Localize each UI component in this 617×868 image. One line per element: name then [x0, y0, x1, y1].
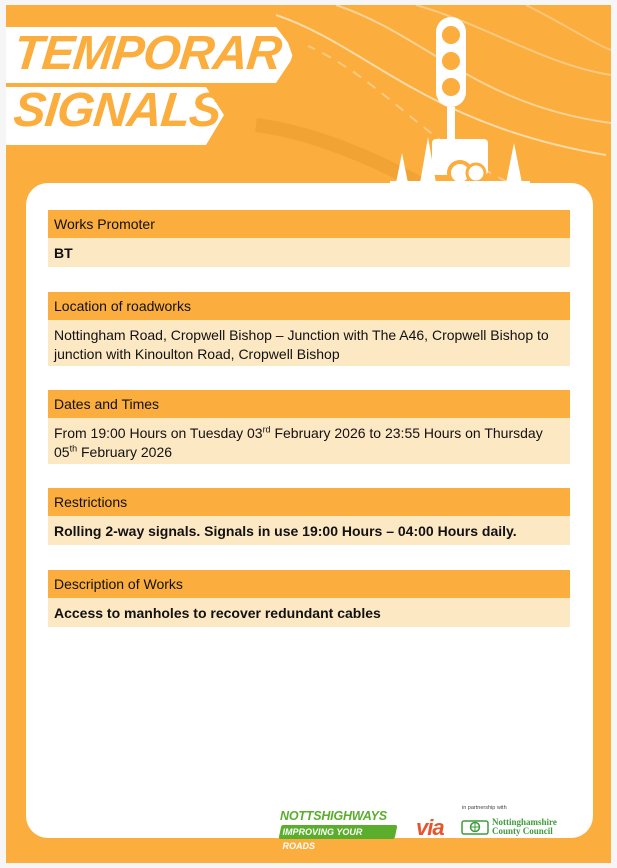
- council-name-line-2: County Council: [492, 826, 553, 836]
- dates-text-part-3: February 2026: [77, 444, 173, 460]
- section-dates-times: [48, 390, 570, 464]
- section-heading: Location of roadworks: [48, 292, 570, 320]
- council-name-line-1: Nottinghamshire: [492, 817, 557, 827]
- dates-ordinal-2: th: [69, 443, 78, 454]
- logo-highways-text: HIGHWAYS: [321, 809, 387, 823]
- title-line-1: TEMPORARY: [11, 27, 314, 80]
- section-heading: Dates and Times: [48, 390, 570, 418]
- section-description: [48, 570, 570, 627]
- section-body: BT: [48, 238, 570, 267]
- notice-poster: [6, 5, 611, 863]
- page-title: [11, 25, 314, 139]
- dates-ordinal-1: rd: [262, 424, 271, 435]
- council-name: [492, 818, 557, 836]
- logo-notts-text: NOTTS: [280, 809, 322, 823]
- section-works-promoter: [48, 210, 570, 267]
- section-body: Nottingham Road, Cropwell Bishop – Junction with The A46, Cropwell Bishop to junction with Kinoulton Road, Cropwell Bishop: [48, 320, 570, 366]
- section-restrictions: [48, 488, 570, 545]
- section-heading: Restrictions: [48, 488, 570, 516]
- council-crest-icon: [461, 817, 489, 837]
- section-body: Access to manholes to recover redundant cables: [48, 598, 570, 627]
- section-heading: Description of Works: [48, 570, 570, 598]
- dates-text-part-1: From 19:00 Hours on Tuesday 03: [54, 425, 263, 441]
- section-body: Rolling 2-way signals. Signals in use 19:00 Hours – 04:00 Hours daily.: [48, 516, 570, 545]
- section-location: [48, 292, 570, 366]
- partnership-text: in partnership with: [462, 805, 507, 811]
- traffic-signal-icon: [376, 13, 536, 193]
- dates-text-part-2: February 2026 to 23:55 Hours on Thursday 05: [54, 425, 543, 460]
- notts-highways-logo: [280, 809, 400, 851]
- section-heading: Works Promoter: [48, 210, 570, 238]
- section-body: [48, 418, 570, 464]
- logo-tagline: IMPROVING YOUR ROADS: [282, 827, 363, 851]
- title-line-2: SIGNALS: [11, 84, 224, 137]
- via-logo: via: [416, 815, 444, 840]
